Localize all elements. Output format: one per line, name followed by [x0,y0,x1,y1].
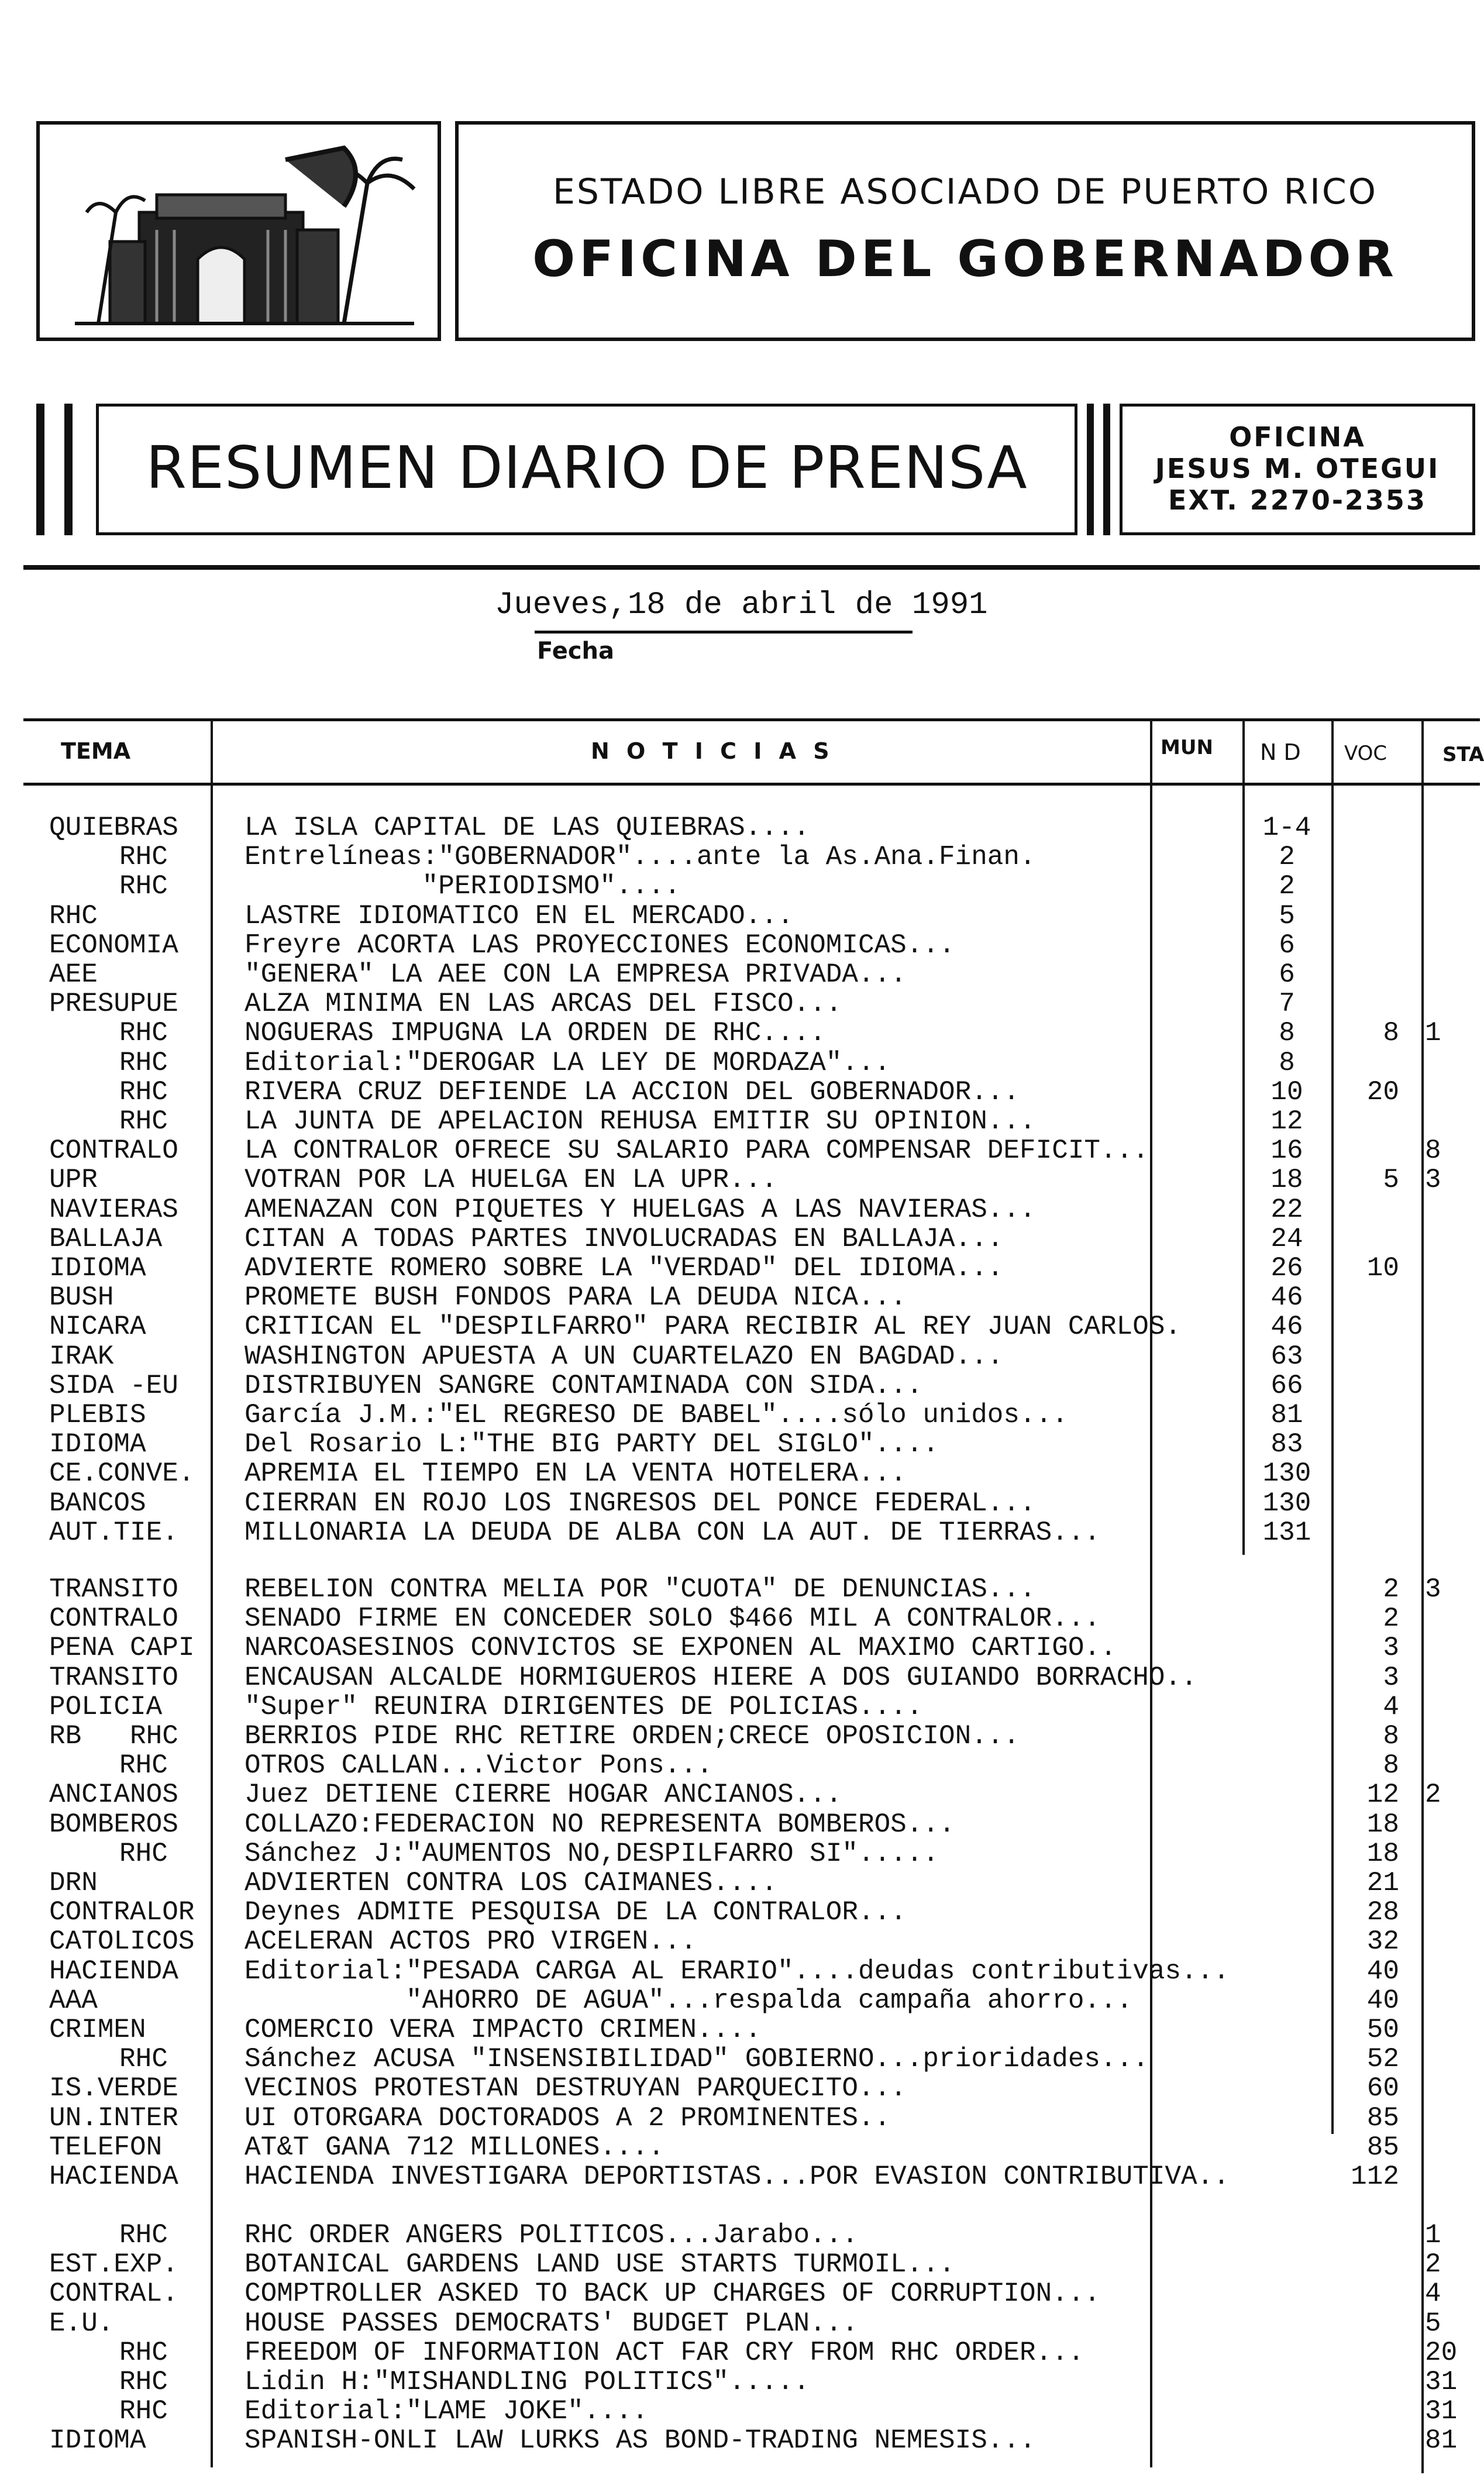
row-noticia: REBELION CONTRA MELIA POR "CUOTA" DE DENUNCIAS... [245,1574,1036,1605]
row-tema: IRAK [49,1341,114,1372]
row-noticia: ADVIERTE ROMERO SOBRE LA "VERDAD" DEL IDIOMA... [245,1253,1004,1283]
table-row [0,1633,1480,1662]
row-noticia: UI OTORGARA DOCTORADOS A 2 PROMINENTES.. [245,2102,891,2133]
row-tema: RHC [119,842,168,873]
table-row [0,1165,1480,1195]
table-row [0,2221,1480,2250]
row-nd: 2 [1279,871,1295,902]
office-extension: EXT. 2270-2353 [1168,484,1427,516]
row-tema: RHC [119,2367,168,2397]
row-voc: 4 [1383,1691,1399,1722]
table-row [0,1195,1480,1224]
row-tema: UN.INTER [49,2102,178,2133]
row-noticia: "Super" REUNIRA DIRIGENTES DE POLICIAS.... [245,1691,923,1722]
row-noticia: HACIENDA INVESTIGARA DEPORTISTAS...POR EVASION CONTRIBUTIVA.. [245,2161,1230,2192]
row-tema: PRESUPUE [49,989,178,1020]
row-voc: 28 [1366,1897,1399,1928]
row-tema: AEE [49,959,98,990]
row-noticia: APREMIA EL TIEMPO EN LA VENTA HOTELERA... [245,1458,907,1489]
table-row [0,1078,1480,1107]
table-row [0,872,1480,901]
row-sta: 1 [1425,1018,1441,1049]
row-noticia: BOTANICAL GARDENS LAND USE STARTS TURMOIL... [245,2249,955,2280]
report-date: Jueves,18 de abril de 1991 [495,587,988,623]
row-noticia: NOGUERAS IMPUGNA LA ORDEN DE RHC.... [245,1018,826,1049]
table-row [0,2044,1480,2074]
row-voc: 52 [1366,2044,1399,2075]
row-sta: 31 [1425,2396,1458,2427]
table-row [0,1810,1480,1839]
table-row [0,2250,1480,2279]
row-tema: RB RHC [49,1721,178,1751]
row-noticia: OTROS CALLAN...Victor Pons... [245,1750,713,1781]
row-nd: 26 [1270,1253,1303,1283]
row-tema: RHC [119,1750,168,1781]
row-noticia: HOUSE PASSES DEMOCRATS' BUDGET PLAN... [245,2308,858,2339]
table-row [0,1254,1480,1283]
row-sta: 1 [1425,2220,1441,2250]
row-noticia: COMERCIO VERA IMPACTO CRIMEN.... [245,2015,762,2045]
table-row [0,1663,1480,1692]
row-noticia: BERRIOS PIDE RHC RETIRE ORDEN;CRECE OPOSICION... [245,1721,1020,1751]
row-noticia: LA JUNTA DE APELACION REHUSA EMITIR SU OPINION... [245,1106,1036,1137]
row-noticia: Editorial:"DEROGAR LA LEY DE MORDAZA"... [245,1047,891,1078]
row-nd: 8 [1279,1018,1295,1049]
row-noticia: Editorial:"PESADA CARGA AL ERARIO"....deudas contributivas... [245,1956,1230,1987]
row-tema: IDIOMA [49,1253,146,1283]
row-sta: 3 [1425,1165,1441,1196]
row-nd: 130 [1262,1458,1311,1489]
table-row [0,2338,1480,2367]
row-nd: 131 [1262,1517,1311,1548]
banner-bar-left-2 [64,404,73,535]
row-noticia: CRITICAN EL "DESPILFARRO" PARA RECIBIR AL REY JUAN CARLOS. [245,1311,1182,1343]
row-tema: RHC [119,1838,168,1869]
row-voc: 8 [1383,1018,1399,1049]
row-nd: 130 [1262,1488,1311,1519]
row-nd: 24 [1270,1223,1303,1254]
row-noticia: AT&T GANA 712 MILLONES.... [245,2132,664,2163]
row-nd: 6 [1279,959,1295,990]
row-tema: CE.CONVE. [49,1458,195,1489]
row-noticia: "PERIODISMO".... [245,871,681,902]
row-voc: 60 [1366,2073,1399,2104]
table-row [0,1224,1480,1254]
table-row [0,1927,1480,1956]
table-row [0,1048,1480,1078]
table-row [0,1604,1480,1633]
row-voc: 112 [1351,2161,1399,2192]
table-row [0,1692,1480,1722]
row-voc: 18 [1366,1838,1399,1869]
office-contact-name: JESUS M. OTEGUI [1155,453,1440,484]
row-tema: DRN [49,1868,98,1898]
row-noticia: ALZA MINIMA EN LAS ARCAS DEL FISCO... [245,989,842,1020]
row-noticia: CITAN A TODAS PARTES INVOLUCRADAS EN BALLAJA... [245,1223,1004,1254]
table-row [0,813,1480,842]
row-noticia: PROMETE BUSH FONDOS PARA LA DEUDA NICA... [245,1282,907,1313]
table-row [0,1722,1480,1751]
row-noticia: RHC ORDER ANGERS POLITICOS...Jarabo... [245,2220,858,2250]
row-tema: BALLAJA [49,1223,163,1254]
row-tema: RHC [119,1047,168,1078]
row-tema: NAVIERAS [49,1194,178,1225]
row-nd: 83 [1270,1429,1303,1460]
row-noticia: "GENERA" LA AEE CON LA EMPRESA PRIVADA... [245,959,907,990]
row-tema: HACIENDA [49,1956,178,1987]
row-tema: POLICIA [49,1691,163,1722]
banner-bar-right-2 [1103,404,1110,535]
table-row [0,1136,1480,1165]
row-noticia: LA ISLA CAPITAL DE LAS QUIEBRAS.... [245,813,810,843]
row-noticia: MILLONARIA LA DEUDA DE ALBA CON LA AUT. DE TIERRAS... [245,1517,1101,1548]
government-building-icon [40,125,438,338]
row-voc: 2 [1383,1574,1399,1605]
row-noticia: Editorial:"LAME JOKE".... [245,2396,649,2427]
row-voc: 8 [1383,1750,1399,1781]
row-tema: E.U. [49,2308,114,2339]
header-office-name: OFICINA DEL GOBERNADOR [532,230,1398,288]
table-row [0,1312,1480,1341]
row-tema: CONTRALO [49,1603,178,1634]
row-tema: BOMBEROS [49,1809,178,1840]
row-tema: NICARA [49,1311,146,1343]
row-noticia: COLLAZO:FEDERACION NO REPRESENTA BOMBEROS... [245,1809,955,1840]
row-nd: 8 [1279,1047,1295,1078]
table-row [0,1868,1480,1898]
table-row [0,960,1480,989]
table-row [0,1459,1480,1488]
table-row [0,1489,1480,1518]
table-row [0,1518,1480,1547]
row-tema: ANCIANOS [49,1779,178,1810]
row-tema: RHC [119,1076,168,1107]
row-voc: 5 [1383,1165,1399,1196]
row-voc: 85 [1366,2132,1399,2163]
row-tema: EST.EXP. [49,2249,178,2280]
row-voc: 3 [1383,1662,1399,1693]
row-tema: RHC [49,900,98,931]
banner-bar-right [1087,404,1094,535]
table-row [0,2104,1480,2133]
row-voc: 85 [1366,2102,1399,2133]
table-row [0,901,1480,931]
row-voc: 40 [1366,1956,1399,1987]
table-row [0,1400,1480,1430]
table-row [0,1957,1480,1986]
row-sta: 20 [1425,2337,1458,2368]
row-noticia: Sánchez ACUSA "INSENSIBILIDAD" GOBIERNO...prioridades... [245,2044,1149,2075]
row-noticia: LASTRE IDIOMATICO EN EL MERCADO... [245,900,794,931]
row-tema: PENA CAPI [49,1633,195,1664]
row-noticia: AMENAZAN CON PIQUETES Y HUELGAS A LAS NAVIERAS... [245,1194,1036,1225]
row-tema: AAA [49,1985,98,2016]
row-nd: 63 [1270,1341,1303,1372]
row-noticia: Del Rosario L:"THE BIG PARTY DEL SIGLO".... [245,1429,939,1460]
row-nd: 7 [1279,989,1295,1020]
row-tema: RHC [119,871,168,902]
table-row [0,1371,1480,1400]
table-row [0,1780,1480,1809]
row-tema: UPR [49,1165,98,1196]
row-sta: 3 [1425,1574,1441,1605]
office-label: OFICINA [1229,421,1366,453]
table-row [0,1107,1480,1136]
row-noticia: WASHINGTON APUESTA A UN CUARTELAZO EN BAGDAD... [245,1341,1004,1372]
row-sta: 8 [1425,1135,1441,1166]
row-sta: 5 [1425,2308,1441,2339]
row-voc: 20 [1366,1076,1399,1107]
row-sta: 81 [1425,2425,1458,2456]
table-header-rule [23,783,1480,786]
table-row [0,2426,1480,2455]
row-tema: IDIOMA [49,1429,146,1460]
banner-title: RESUMEN DIARIO DE PRENSA [146,433,1028,502]
office-contact-box [1120,404,1475,535]
row-noticia: Deynes ADMITE PESQUISA DE LA CONTRALOR... [245,1897,907,1928]
row-tema: CRIMEN [49,2015,146,2045]
row-noticia: Entrelíneas:"GOBERNADOR"....ante la As.Ana.Finan. [245,842,1036,873]
row-voc: 3 [1383,1633,1399,1664]
row-nd: 46 [1270,1311,1303,1343]
row-voc: 21 [1366,1868,1399,1898]
row-voc: 12 [1366,1779,1399,1810]
row-tema: CONTRAL. [49,2278,178,2309]
row-voc: 8 [1383,1721,1399,1751]
row-nd: 18 [1270,1165,1303,1196]
banner-title-box [96,404,1077,535]
table-row [0,2162,1480,2191]
row-voc: 18 [1366,1809,1399,1840]
row-sta: 4 [1425,2278,1441,2309]
row-tema: ECONOMIA [49,930,178,961]
row-noticia: Lidin H:"MISHANDLING POLITICS"..... [245,2367,810,2397]
table-row [0,2397,1480,2426]
row-tema: IS.VERDE [49,2073,178,2104]
table-row [0,989,1480,1018]
row-tema: SIDA -EU [49,1370,178,1401]
table-row [0,1283,1480,1312]
row-noticia: RIVERA CRUZ DEFIENDE LA ACCION DEL GOBERNADOR... [245,1076,1020,1107]
row-tema: TRANSITO [49,1662,178,1693]
col-header-nd: N D [1260,739,1301,765]
row-noticia: García J.M.:"EL REGRESO DE BABEL"....sólo unidos... [245,1400,1068,1430]
row-sta: 31 [1425,2367,1458,2397]
row-tema: RHC [119,2044,168,2075]
row-nd: 10 [1270,1076,1303,1107]
col-header-noticias: N O T I C I A S [591,738,834,764]
table-row [0,1430,1480,1459]
table-row [0,1575,1480,1604]
row-noticia: FREEDOM OF INFORMATION ACT FAR CRY FROM RHC ORDER... [245,2337,1084,2368]
row-tema: CONTRALO [49,1135,178,1166]
row-tema: HACIENDA [49,2161,178,2192]
table-row [0,1342,1480,1371]
row-voc: 10 [1366,1253,1399,1283]
row-noticia: SPANISH-ONLI LAW LURKS AS BOND-TRADING NEMESIS... [245,2425,1036,2456]
row-nd: 66 [1270,1370,1303,1401]
row-tema: CONTRALOR [49,1897,195,1928]
row-nd: 22 [1270,1194,1303,1225]
row-noticia: ADVIERTEN CONTRA LOS CAIMANES.... [245,1868,777,1898]
row-tema: TELEFON [49,2132,163,2163]
row-noticia: ACELERAN ACTOS PRO VIRGEN... [245,1926,697,1957]
row-sta: 2 [1425,1779,1441,1810]
table-row [0,1751,1480,1780]
row-tema: RHC [119,2220,168,2250]
row-tema: BANCOS [49,1488,146,1519]
row-tema: QUIEBRAS [49,813,178,843]
row-nd: 16 [1270,1135,1303,1166]
table-row [0,842,1480,872]
row-voc: 40 [1366,1985,1399,2016]
row-noticia: COMPTROLLER ASKED TO BACK UP CHARGES OF CORRUPTION... [245,2278,1101,2309]
row-nd: 81 [1270,1400,1303,1430]
row-noticia: CIERRAN EN ROJO LOS INGRESOS DEL PONCE FEDERAL... [245,1488,1036,1519]
row-voc: 50 [1366,2015,1399,2045]
table-row [0,2074,1480,2103]
table-row [0,2015,1480,2044]
row-noticia: "AHORRO DE AGUA"...respalda campaña ahorro... [245,1985,1133,2016]
row-nd: 2 [1279,842,1295,873]
col-header-tema: TEMA [61,738,131,764]
row-noticia: VOTRAN POR LA HUELGA EN LA UPR... [245,1165,777,1196]
header-rule [23,565,1480,570]
row-tema: IDIOMA [49,2425,146,2456]
row-tema: RHC [119,1018,168,1049]
table-top-rule [23,718,1480,721]
table-row [0,2279,1480,2308]
row-voc: 2 [1383,1603,1399,1634]
table-row [0,1018,1480,1048]
col-header-sta: STA [1442,743,1484,766]
row-noticia: Juez DETIENE CIERRE HOGAR ANCIANOS... [245,1779,842,1810]
row-sta: 2 [1425,2249,1441,2280]
col-header-mun: MUN [1161,736,1213,759]
row-noticia: DISTRIBUYEN SANGRE CONTAMINADA CON SIDA... [245,1370,923,1401]
table-row [0,1986,1480,2015]
table-row [0,2367,1480,2397]
table-row [0,1898,1480,1927]
table-row [0,1839,1480,1868]
row-tema: RHC [119,2337,168,2368]
row-tema: CATOLICOS [49,1926,195,1957]
table-row [0,2133,1480,2162]
logo-box [36,121,441,341]
table-row [0,931,1480,960]
row-noticia: Sánchez J:"AUMENTOS NO,DESPILFARRO SI"..... [245,1838,939,1869]
row-nd: 5 [1279,900,1295,931]
row-tema: TRANSITO [49,1574,178,1605]
row-nd: 46 [1270,1282,1303,1313]
date-label: Fecha [537,638,615,665]
row-noticia: VECINOS PROTESTAN DESTRUYAN PARQUECITO... [245,2073,907,2104]
row-noticia: LA CONTRALOR OFRECE SU SALARIO PARA COMPENSAR DEFICIT... [245,1135,1149,1166]
row-noticia: ENCAUSAN ALCALDE HORMIGUEROS HIERE A DOS GUIANDO BORRACHO.. [245,1662,1197,1693]
header-state-name: ESTADO LIBRE ASOCIADO DE PUERTO RICO [553,171,1378,212]
row-nd: 6 [1279,930,1295,961]
banner-bar-left [36,404,44,535]
row-tema: RHC [119,1106,168,1137]
row-noticia: NARCOASESINOS CONVICTOS SE EXPONEN AL MAXIMO CARTIGO.. [245,1633,1117,1664]
row-tema: RHC [119,2396,168,2427]
row-noticia: Freyre ACORTA LAS PROYECCIONES ECONOMICAS... [245,930,955,961]
date-underline [535,631,913,634]
row-nd: 1-4 [1262,813,1311,843]
row-voc: 32 [1366,1926,1399,1957]
row-tema: PLEBIS [49,1400,146,1430]
table-row [0,2309,1480,2338]
row-tema: AUT.TIE. [49,1517,178,1548]
col-header-voc: VOC [1344,742,1387,765]
row-tema: BUSH [49,1282,114,1313]
row-noticia: SENADO FIRME EN CONCEDER SOLO $466 MIL A CONTRALOR... [245,1603,1101,1634]
header-title-box [455,121,1475,341]
row-nd: 12 [1270,1106,1303,1137]
